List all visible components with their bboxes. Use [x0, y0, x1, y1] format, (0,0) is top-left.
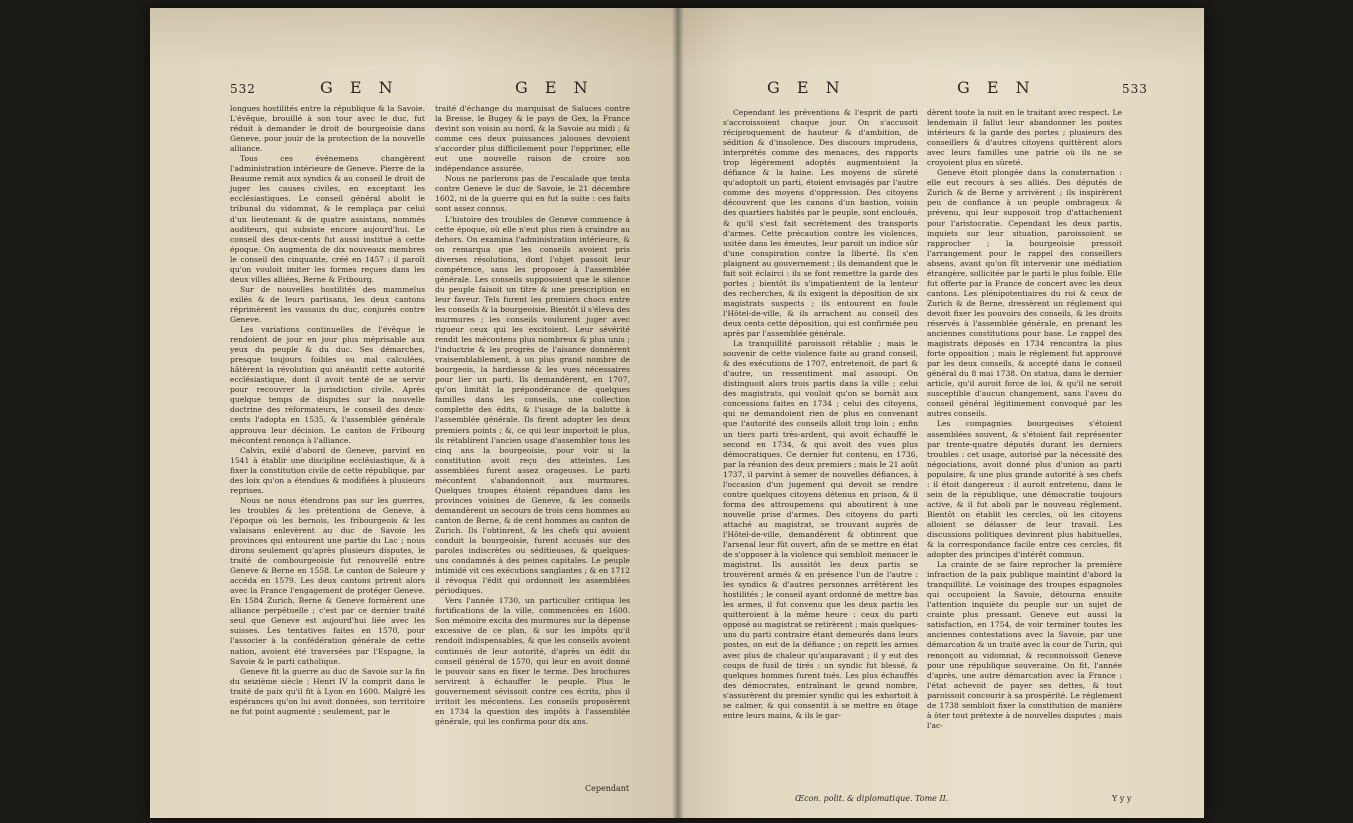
catchword: Cependant — [585, 784, 630, 793]
paragraph: Sur de nouvelles hostilités des mammelus exilés & de leurs partisans, les deux cantons réprimèrent les vassaux du duc, conjurés contre Geneve. — [230, 284, 425, 324]
text-column-2 — [435, 104, 630, 727]
paragraph: La tranquillité paroissoit rétablie ; mais le souvenir de cette violence faite au grand conseil, & des exécutions de 1707, entretenoit, de part & d'autre, un ressentiment mal assoupi. On distinguoit alors trois partis dans la ville ; celui des magistrats, qui vouloit qu'on se bornât aux concessions faites en 1734 ; celui des citoyens, qui ne demandoient rien de plus en convenant que l'autorité des conseils alloit trop loin ; enfin un tiers parti très-ardent, qui avoit échauffé le second en 1734, & qui avoit des vues plus démocratiques. Ce dernier fut contenu, en 1736, par la réunion des deux premiers ; mais le 21 août 1737, il parvint à semer de nouvelles défiances, à l'occasion d'un jugement qui devoit se rendre contre quelques citoyens détenus en prison, & il forma des attroupemens qui aboutirent à une nouvelle prise d'armes. Des citoyens du parti attaché au magistrat, se trouvant auprès de l'Hôtel-de-ville, demandèrent & obtinrent que l'arsenal leur fût ouvert, afin de se mettre en état de s'opposer à la violence qui sembloit menacer le magistrat. Ils aussitôt les deux partis se trouvèrent armés & en présence l'un de l'autre : les syndics & d'autres personnes arrêtèrent les hostilités ; le conseil ayant ordonné de mettre bas les armes, il fut convenu que les deux partis les quitteroient à la même heure : ceux du parti opposé au magistrat se retirèrent ; mais quelques-uns du parti contraire étant demeurés dans leurs postes, on eut de la défiance ; on reprit les armes avec plus de chaleur qu'auparavant ; il y eut des coups de fusil de tirés : un syndic fut blessé, & quelques hommes furent tués. Les plus échauffés des démocrates, entraînant le grand nombre, s'assurèrent du premier syndic qui les exhortoit à se calmer, & qui consentit à se mettre en ôtage entre leurs mains, & ils le gar- — [723, 339, 918, 720]
page-number: 532 — [230, 82, 256, 96]
header-word-right: G E N — [957, 78, 1036, 97]
page-shading — [150, 8, 677, 68]
text-column-1 — [230, 104, 425, 717]
paragraph: Les variations continuelles de l'évêque le rendoient de jour en jour plus méprisable aux yeux du peuple & du duc. Ses démarches, presque toujours foibles ou mal calculées, hâtèrent la révolution qui anéantit cette autorité ecclésiastique, dont il avoit tenté de se servir pour recouvrer la jurisdiction civile. Après quelque temps de disputes sur la nouvelle doctrine des réformateurs, le conseil des deux-cents l'adopta en 1535, & l'assemblée générale approuva leur décision. Le canton de Fribourg mécontent renonça à l'alliance. — [230, 325, 425, 445]
paragraph: Geneve étoit plongée dans la consternation : elle eut recours à ses alliés. Des députés de Zurich & de Berne y arrivèrent ; ils inspirèrent peu de confiance à un peuple ombrageux & prévenu, qui leur supposoit trop d'attachement pour l'aristocratie. Cependant les deux partis, inquiets sur leur situation, paroissoient se rapprocher ; la bourgeoisie pressoit l'arrangement pour le rappel des conseillers absens, avant qu'on fît intervenir une médiation étrangère, sollicitée par le parti le plus foible. Elle fut offerte par la France de concert avec les deux cantons. Les plénipotentiaires du roi & ceux de Zurich & de Berne, dressèrent un réglement qui devoit fixer les pouvoirs des conseils, & les droits réservés à l'assemblée générale, en prenant les anciennes constitutions pour base. Le rappel des magistrats déposés en 1734 rencontra la plus forte opposition ; mais le réglement fut approuvé par les deux conseils, & accepté dans le conseil général du 8 mai 1738. On statua, dans le dernier article, qu'il auroit force de loi, & qu'il ne seroit susceptible d'aucun changement, sans l'aveu du conseil général légitimement convoqué par les autres conseils. — [927, 168, 1122, 419]
paragraph: Nous ne nous étendrons pas sur les guerres, les troubles & les prétentions de Geneve, à l'époque où les bernois, les fribourgeois & les valaisans enlevèrent au duc de Savoie les provinces qui entourent une partie du Lac ; nous dirons seulement qu'après plusieurs disputes, le traité de combourgeoisie fut renouvellé entre Geneve & Berne en 1558. Le canton de Soleure y accéda en 1579. Les deux cantons prirent alors avec la France l'engagement de protéger Geneve. En 1584 Zurich, Berne & Geneve formèrent une alliance perpétuelle ; c'est par ce dernier traité seul que Geneve est aujourd'hui liée avec les suisses. Les tentatives faites en 1570, pour l'associer à la confédération générale de cette nation, avoient été traversées par l'Espagne, la Savoie & le parti catholique. — [230, 495, 425, 666]
running-header — [677, 78, 1204, 102]
page-number: 533 — [1122, 82, 1148, 96]
left-page — [150, 8, 677, 818]
page-shading — [677, 8, 1204, 68]
paragraph: Tous ces événemens changèrent l'administration intérieure de Geneve. Pierre de la Beaume remit aux syndics & au conseil le droit de juger les causes civiles, en exceptant les ecclésiastiques. Le conseil général abolit le tribunal du vidomnat, & le remplaça par celui d'un lieutenant & de quatre assistans, nommés auditeurs, qui subsiste encore aujourd'hui. Le conseil des deux-cents fut aussi institué à cette époque. On augmenta de dix nouveaux membres le conseil des cinquante, créé en 1457 : il paroît qu'on vouloit imiter les formes reçues dans les deux villes alliées, Berne & Fribourg. — [230, 154, 425, 284]
header-word-left: G E N — [320, 78, 399, 97]
paragraph: Nous ne parlerons pas de l'escalade que tenta contre Geneve le duc de Savoie, le 21 décembre 1602, ni de la guerre qui en fut la suite : ces faits sont assez connus. — [435, 174, 630, 214]
header-word-right: G E N — [515, 78, 594, 97]
running-header — [150, 78, 677, 102]
signature-mark: Y y y — [1112, 794, 1132, 803]
paragraph: dèrent toute la nuit en le traitant avec respect. Le lendemain il fallut leur abandonner les postes intérieurs & la garde des portes ; plusieurs des conseillers & d'autres citoyens quittèrent alors avec leurs familles une patrie où ils ne se croyoient plus en sûreté. — [927, 108, 1122, 168]
footer-signature: Œcon. polit. & diplomatique. Tome II. — [795, 794, 949, 803]
paragraph: Geneve fit la guerre au duc de Savoie sur la fin du seizième siècle ; Henri IV la comprit dans le traité de paix qu'il fit à Lyon en 1600. Malgré les espérances qu'on lui avoit données, son territoire ne fut point augmenté ; seulement, par le — [230, 666, 425, 716]
paragraph: longues hostilités entre la république & la Savoie. L'évêque, brouillé à son tour avec le duc, fut réduit à demander le droit de bourgeoisie dans Geneve, pour jouir de la protection de la nouvelle alliance. — [230, 104, 425, 154]
text-column-1 — [723, 108, 918, 721]
paragraph: La crainte de se faire reprocher la première infraction de la paix publique maintint d'abord la tranquillité. Le voisinage des troupes espagnoles qui occupoient la Savoie, détourna ensuite l'attention inquiète du peuple sur un sujet de crainte plus pressant. Geneve eut aussi la satisfaction, en 1754, de voir terminer toutes les anciennes contestations avec la Savoie, par une démarcation & un traité avec la cour de Turin, qui renonçoit au vidomnat, & reconnoissoit Geneve pour une république souveraine. On fit, l'année d'après, une autre démarcation avec la France : l'état achevoit de payer ses dettes, & tout paroissoit concourir à sa prospérité. Le réglement de 1738 sembloit fixer la constitution de manière à ôter tout prétexte à de nouvelles disputes ; mais l'ac- — [927, 560, 1122, 730]
paragraph: L'histoire des troubles de Geneve commence à cette époque, où elle n'eut plus rien à craindre au dehors. On examina l'administration intérieure, & on remarqua que les conseils avoient pris diverses résolutions, dont l'objet passoit leur compétence, sans les proposer à l'assemblée générale. Les conseils supposoient que le silence du peuple faisoit un titre & une prescription en leur faveur. Tels furent les premiers chocs entre les conseils & la bourgeoisie. Bientôt il s'éleva des murmures ; les conseils voulurent juger avec rigueur ceux qui les excitoient. Leur sévérité rendit les mécontens plus nombreux & plus unis ; l'inductrie & les progrès de l'aisance donnèrent vraisemblablement, à un plus grand nombre de bourgeois, la hardiesse & les vues nécessaires pour lier un parti. Ils demandèrent, en 1707, qu'on limitât la prépondérance de quelques familles dans les conseils, une collection complette des édits, & l'usage de la balotte à l'assemblée générale. Ils firent adopter les deux premiers points ; &, ce qui leur importoit le plus, ils rétablirent l'ancien usage d'assembler tous les cinq ans la bourgeoisie, pour voir si la constitution avoit reçu des atteintes. Les assemblées furent assez orageuses. Le parti mécontent s'abandonnoit aux murmures. Quelques troupes étoient répandues dans les provinces voisines de Geneve, & les conseils demandèrent un secours de trois cens hommes au canton de Berne, & de cent hommes au canton de Zurich. Ils l'obtinrent, & les chefs qui avoient conduit la bourgeoisie, furent accusés sur des paroles indiscrètes ou séditieuses, & quelques-uns condamnés à des peines capitales. Le peuple intimidé vit ces exécutions sanglantes ; & en 1712 il révoqua l'édit qui ordonnoit les assemblées périodiques. — [435, 214, 630, 596]
right-page — [677, 8, 1204, 818]
book-gutter — [672, 8, 684, 818]
paragraph: Vers l'année 1730, un particulier critiqua les fortifications de la ville, commencées en 1600. Son mémoire excita des murmures sur la dépense excessive de ce plan, & sur les impôts qu'il rendoit indispensables, & que les conseils avoient continués de leur autorité, d'après un édit du conseil général de 1570, qui leur en avoit donné le pouvoir sans en fixer le terme. Des brochures servirent à échauffer le peuple. Plus le gouvernement sévissoit contre ces écrits, plus il irritoit les mécontens. Les conseils proposèrent en 1734 la question des impôts à l'assemblée générale, qui les confirma pour dix ans. — [435, 596, 630, 726]
header-word-left: G E N — [767, 78, 846, 97]
text-column-2 — [927, 108, 1122, 731]
paragraph: Calvin, exilé d'abord de Geneve, parvint en 1541 à établir une discipline ecclésiastique, & à fixer la constitution civile de cette république, par des loix qu'on a étendues & modifiées à plusieurs reprises. — [230, 445, 425, 495]
paragraph: Les compagnies bourgeoises s'étoient assemblées souvent, & s'étoient fait représenter par trente-quatre députés durant les derniers troubles : cet usage, autorisé par la nécessité des négociations, avoit donné plus d'union au parti populaire, & une plus grande autorité à ses chefs : il étoit dangereux : il auroit entretenu, dans le sein de la république, une démocratie toujours active, & il fut aboli par le nouveau réglement. Bientôt on établit les cercles, où les citoyens alloient se délasser de leur travail. Les discussions politiques devinrent plus habituelles, & la correspondance facile entre ces cercles, fit adopter des principes d'intérêt commun. — [927, 419, 1122, 560]
paragraph: traité d'échange du marquisat de Saluces contre la Bresse, le Bugey & le pays de Gex, la France devint son voisin au nord, & la Savoie au midi ; & comme ces deux puissances jalouses devoient s'accorder plus difficilement pour l'opprimer, elle eut une nouvelle raison de croire son indépendance assurée. — [435, 104, 630, 174]
paragraph: Cependant les préventions & l'esprit de parti s'accroissoient chaque jour. On s'accusoit réciproquement de hauteur & d'ambition, de sédition & d'insolence. Des discours imprudens, interprétés comme des menaces, des rapports trop légèrement adoptés augmentoient la défiance & la haine. Les moyens de sûreté qu'adoptoit un parti, étoient envisagés par l'autre comme des moyens d'oppression. Des citoyens découvrent que les canons d'un bastion, voisin des quartiers habités par le peuple, sont encloués, & qu'il s'est fait secrètement des transports d'armes. Cette précaution contre les violences, usitée dans les émeutes, leur paroit un indice sûr d'une conspiration contre la liberté. Ils s'en plaignent au gouvernement ; ils demandent que le fait soit éclairci : ils se font remettre la garde des portes ; bientôt ils s'impatientent de la lenteur des recherches, & ils exigent la déposition de six magistrats suspects ; ils entourent en foule l'Hôtel-de-ville, & ils arrachent au conseil des deux cents cette déposition, qui est confirmée peu après par l'assemblée générale. — [723, 108, 918, 339]
